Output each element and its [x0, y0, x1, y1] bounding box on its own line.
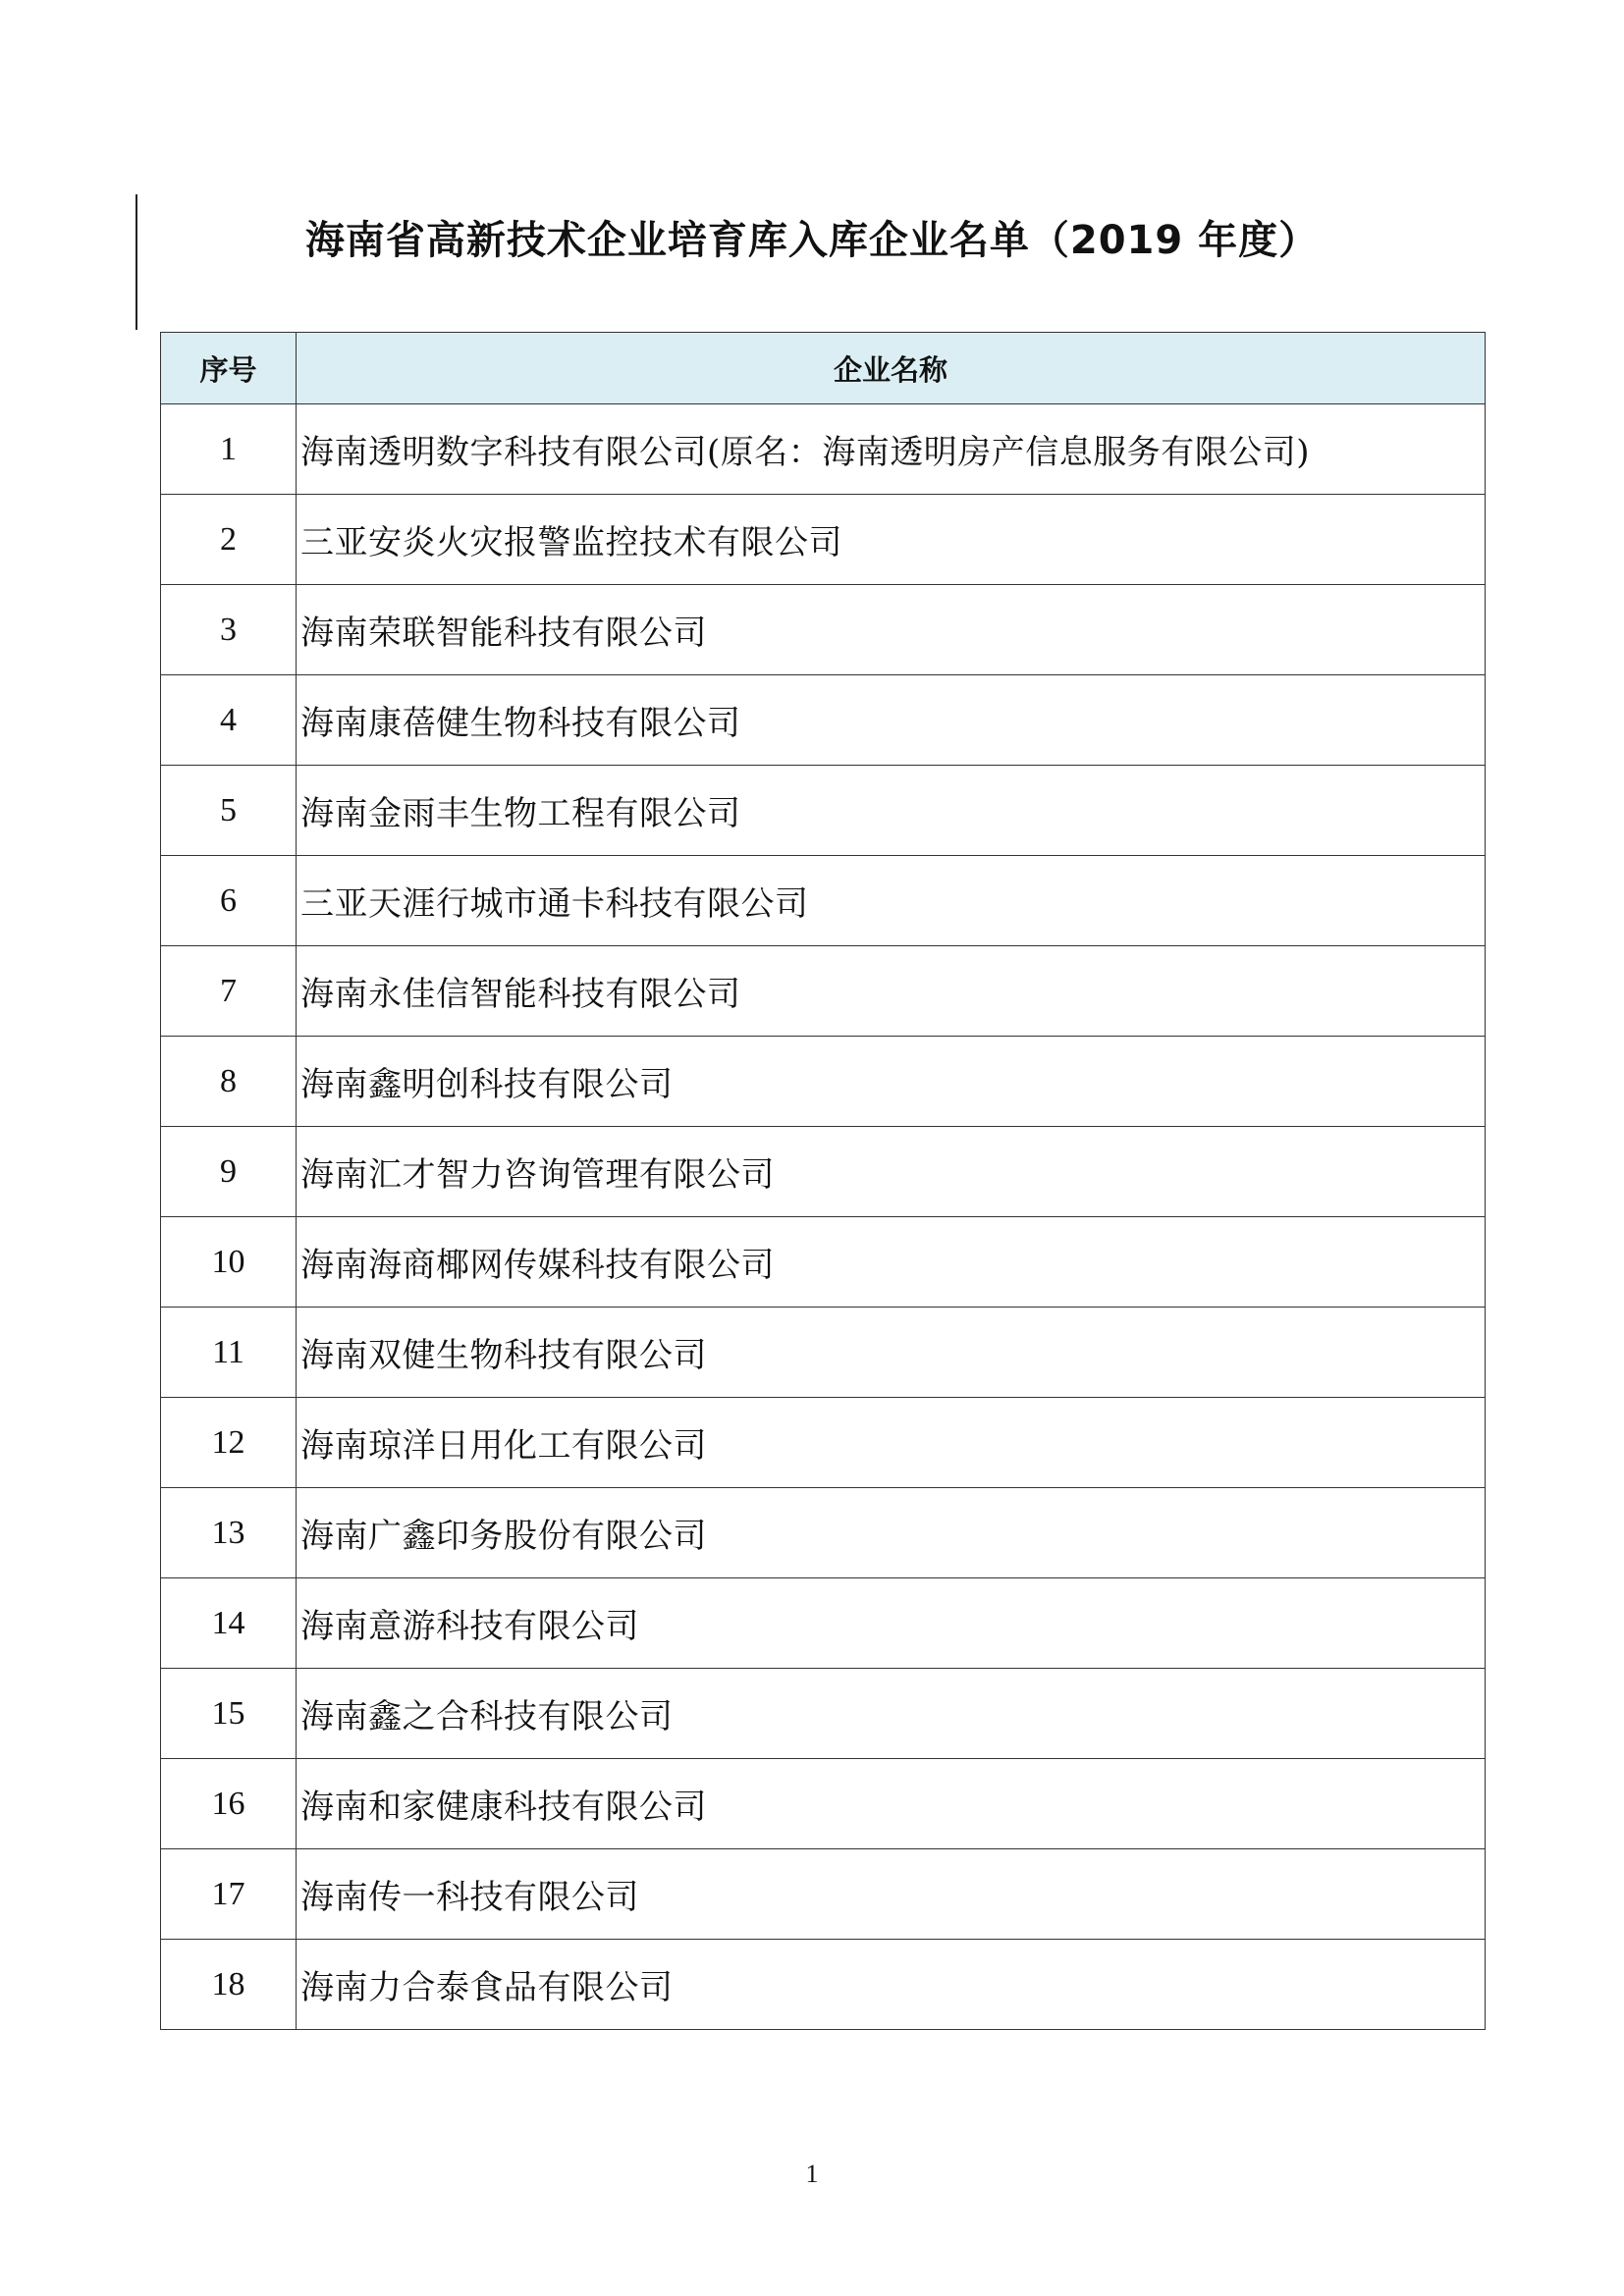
header-company-name: 企业名称 — [297, 333, 1486, 404]
table-row — [161, 675, 1486, 766]
table-row — [161, 585, 1486, 675]
company-list-table — [160, 332, 1486, 2030]
row-number: 3 — [161, 585, 297, 675]
table-header-row — [161, 333, 1486, 404]
company-name: 海南海商椰网传媒科技有限公司 — [297, 1217, 1486, 1308]
table-row — [161, 1127, 1486, 1217]
row-number: 18 — [161, 1940, 297, 2030]
company-name: 海南力合泰食品有限公司 — [297, 1940, 1486, 2030]
row-number: 10 — [161, 1217, 297, 1308]
company-name: 海南双健生物科技有限公司 — [297, 1308, 1486, 1398]
table-row — [161, 856, 1486, 946]
row-number: 4 — [161, 675, 297, 766]
table-row — [161, 495, 1486, 585]
header-number: 序号 — [161, 333, 297, 404]
row-number: 9 — [161, 1127, 297, 1217]
company-name: 海南和家健康科技有限公司 — [297, 1759, 1486, 1849]
table-row — [161, 1308, 1486, 1398]
table-row — [161, 766, 1486, 856]
table-row — [161, 1849, 1486, 1940]
company-name: 海南永佳信智能科技有限公司 — [297, 946, 1486, 1037]
table-row — [161, 1759, 1486, 1849]
row-number: 13 — [161, 1488, 297, 1578]
company-name: 海南广鑫印务股份有限公司 — [297, 1488, 1486, 1578]
row-number: 14 — [161, 1578, 297, 1669]
table-row — [161, 404, 1486, 495]
document-title: 海南省高新技术企业培育库入库企业名单（2019 年度） — [304, 218, 1320, 263]
company-name: 海南康蓓健生物科技有限公司 — [297, 675, 1486, 766]
table-row — [161, 1669, 1486, 1759]
table-row — [161, 1488, 1486, 1578]
row-number: 8 — [161, 1037, 297, 1127]
company-name: 海南意游科技有限公司 — [297, 1578, 1486, 1669]
company-name: 海南鑫明创科技有限公司 — [297, 1037, 1486, 1127]
row-number: 1 — [161, 404, 297, 495]
company-name: 三亚安炎火灾报警监控技术有限公司 — [297, 495, 1486, 585]
company-name: 三亚天涯行城市通卡科技有限公司 — [297, 856, 1486, 946]
table-row — [161, 946, 1486, 1037]
row-number: 5 — [161, 766, 297, 856]
table-row — [161, 1940, 1486, 2030]
company-name: 海南鑫之合科技有限公司 — [297, 1669, 1486, 1759]
row-number: 7 — [161, 946, 297, 1037]
row-number: 6 — [161, 856, 297, 946]
table-row — [161, 1037, 1486, 1127]
row-number: 11 — [161, 1308, 297, 1398]
company-name: 海南琼洋日用化工有限公司 — [297, 1398, 1486, 1488]
row-number: 2 — [161, 495, 297, 585]
table-row — [161, 1578, 1486, 1669]
row-number: 16 — [161, 1759, 297, 1849]
company-name: 海南汇才智力咨询管理有限公司 — [297, 1127, 1486, 1217]
row-number: 17 — [161, 1849, 297, 1940]
table-row — [161, 1217, 1486, 1308]
company-name: 海南金雨丰生物工程有限公司 — [297, 766, 1486, 856]
page-number: 1 — [805, 2160, 819, 2188]
table-row — [161, 1398, 1486, 1488]
row-number: 12 — [161, 1398, 297, 1488]
row-number: 15 — [161, 1669, 297, 1759]
company-name: 海南荣联智能科技有限公司 — [297, 585, 1486, 675]
company-name: 海南透明数字科技有限公司(原名：海南透明房产信息服务有限公司) — [297, 404, 1486, 495]
company-name: 海南传一科技有限公司 — [297, 1849, 1486, 1940]
